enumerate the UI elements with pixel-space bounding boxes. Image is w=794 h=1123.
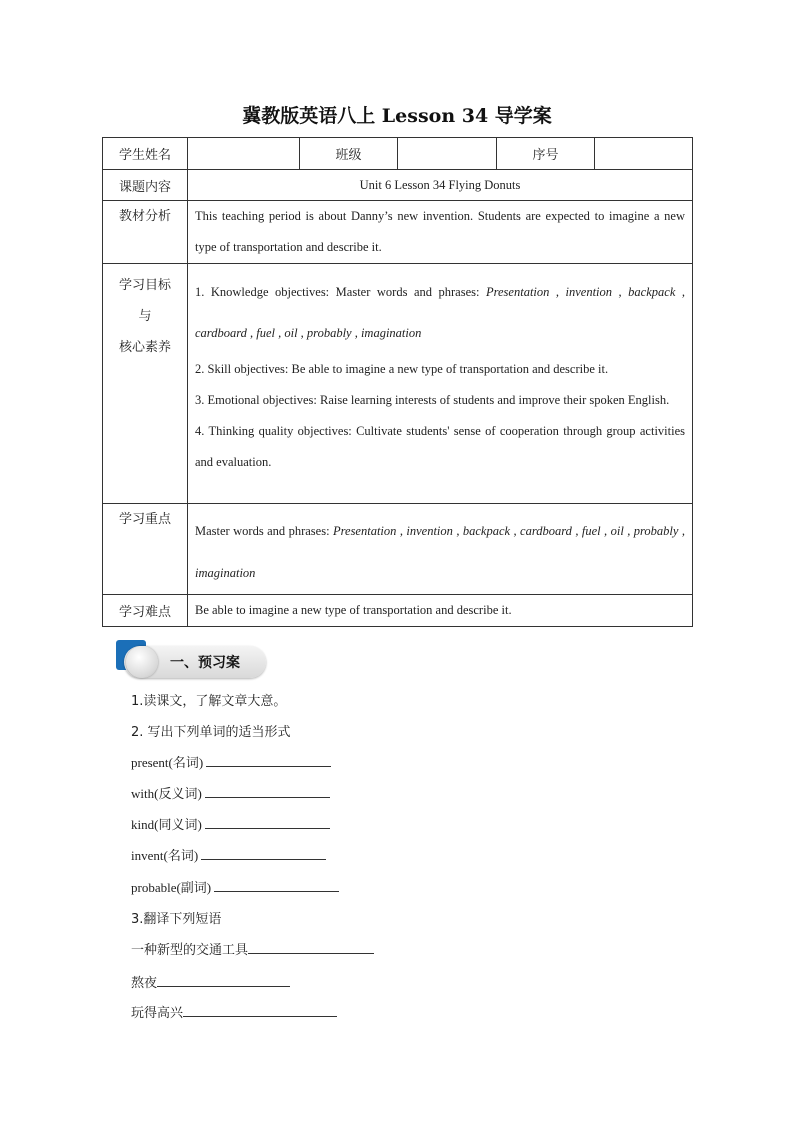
badge-circle-icon — [126, 646, 158, 678]
objective-4: 4. Thinking quality objectives: Cultivate students' sense of cooperation through group activities and evaluation. — [195, 424, 685, 469]
phrase-label: 玩得高兴 — [131, 1006, 184, 1021]
phrase-row — [131, 1002, 337, 1021]
phrase-answer-blank[interactable] — [183, 1003, 337, 1017]
objectives-content — [188, 264, 693, 504]
prep-item-1: 1.读课文，了解文章大意。 — [131, 694, 287, 709]
student-name-label: 学生姓名 — [103, 138, 188, 170]
objectives-label-line1: 学习目标 — [118, 278, 171, 293]
word-label: probable(副词) — [131, 880, 212, 895]
word-answer-blank[interactable] — [201, 846, 326, 860]
word-answer-blank[interactable] — [214, 878, 339, 892]
objectives-label-line3: 核心素养 — [118, 340, 171, 355]
prep-item-2: 2. 写出下列单词的适当形式 — [131, 725, 291, 740]
difficulty-label: 学习难点 — [103, 595, 188, 627]
word-row — [131, 845, 326, 864]
class-label: 班级 — [300, 138, 398, 170]
objective-2: 2. Skill objectives: Be able to imagine a new type of transportation and describe it. — [195, 362, 609, 376]
phrase-label: 一种新型的交通工具 — [131, 943, 249, 958]
number-field[interactable] — [595, 138, 693, 170]
objective-1 — [195, 272, 685, 354]
word-label: invent(名词) — [131, 848, 199, 863]
word-label: with(反义词) — [131, 786, 202, 801]
phrase-answer-blank[interactable] — [248, 940, 374, 954]
word-answer-blank[interactable] — [206, 753, 331, 767]
objective-3: 3. Emotional objectives: Raise learning interests of students and improve their spoken English. — [195, 393, 670, 407]
lesson-info-table — [102, 137, 693, 627]
number-label: 序号 — [497, 138, 595, 170]
phrase-label: 熬夜 — [131, 976, 158, 991]
word-label: present(名词) — [131, 755, 204, 770]
key-points-content — [188, 504, 693, 595]
section-heading-badge — [116, 640, 268, 684]
phrase-row — [131, 972, 290, 991]
objectives-label — [103, 264, 188, 504]
objective-1-words: Presentation , invention , backpack , cardboard , fuel , oil , probably , imagination — [195, 285, 685, 340]
phrase-answer-blank[interactable] — [157, 973, 290, 987]
word-row — [131, 814, 330, 833]
word-answer-blank[interactable] — [205, 784, 330, 798]
key-points-words: Presentation , invention , backpack , cardboard , fuel , oil , probably , imagination — [195, 524, 685, 580]
topic-value: Unit 6 Lesson 34 Flying Donuts — [188, 170, 693, 201]
phrase-row — [131, 939, 374, 958]
objective-1-prefix: 1. Knowledge objectives: Master words and phrases: — [195, 285, 486, 299]
objectives-label-line2: 与 — [138, 309, 152, 324]
word-row — [131, 783, 330, 802]
word-row — [131, 877, 339, 896]
difficulty-text: Be able to imagine a new type of transportation and describe it. — [188, 595, 693, 627]
class-field[interactable] — [398, 138, 497, 170]
analysis-text: This teaching period is about Danny’s new invention. Students are expected to imagine a new type of transportation and describe it. — [188, 201, 693, 264]
topic-label: 课题内容 — [103, 170, 188, 201]
key-points-label: 学习重点 — [103, 504, 188, 595]
prep-item-3: 3.翻译下列短语 — [131, 912, 222, 927]
word-label: kind(同义词) — [131, 817, 202, 832]
word-row — [131, 752, 331, 771]
analysis-label: 教材分析 — [103, 201, 188, 264]
section-heading: 一、预习案 — [170, 655, 240, 671]
word-answer-blank[interactable] — [205, 815, 330, 829]
student-name-field[interactable] — [188, 138, 300, 170]
page-title: 冀教版英语八上 Lesson 34 导学案 — [242, 105, 552, 127]
key-points-prefix: Master words and phrases: — [195, 524, 333, 538]
